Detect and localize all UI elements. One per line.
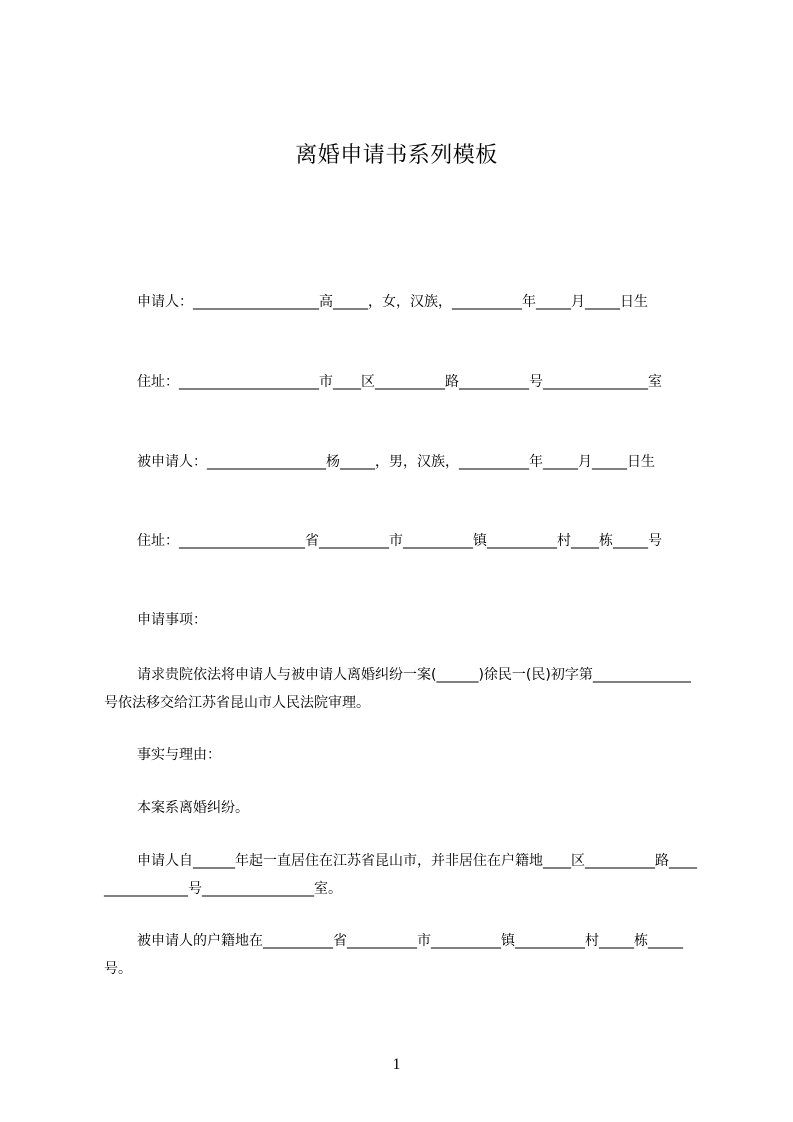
- paragraph-request: 请求贵院依法将申请人与被申请人离婚纠纷一案(______)徐民一(民)初字第______________号依法移交给江苏省昆山市人民法院审理。: [104, 667, 691, 711]
- paragraph-respondent-household: 被申请人的户籍地在__________省__________市__________镇__________村_____栋_____号。: [104, 933, 683, 977]
- paragraph-applicant: 申请人：__________________高_____，女，汉族，__________年_____月_____日生: [137, 294, 648, 310]
- paragraph-respondent: 被申请人：_________________杨_____，男，汉族，__________年_____月_____日生: [137, 454, 655, 470]
- section-heading-request: 申请事项：: [137, 612, 207, 628]
- section-heading-facts: 事实与理由：: [137, 747, 221, 763]
- document-title: 离婚申请书系列模板: [295, 143, 498, 168]
- paragraph-applicant-address: 住址：____________________市____区__________路__________号_______________室: [137, 374, 662, 390]
- page-number: 1: [392, 1056, 401, 1073]
- paragraph-case-type: 本案系离婚纠纷。: [137, 800, 249, 816]
- paragraph-respondent-address: 住址：__________________省__________市__________镇__________村____栋_____号: [137, 533, 662, 549]
- paragraph-applicant-residence: 申请人自______年起一直居住在江苏省昆山市，并非居住在户籍地____区__________路________________号________________室。: [104, 853, 697, 897]
